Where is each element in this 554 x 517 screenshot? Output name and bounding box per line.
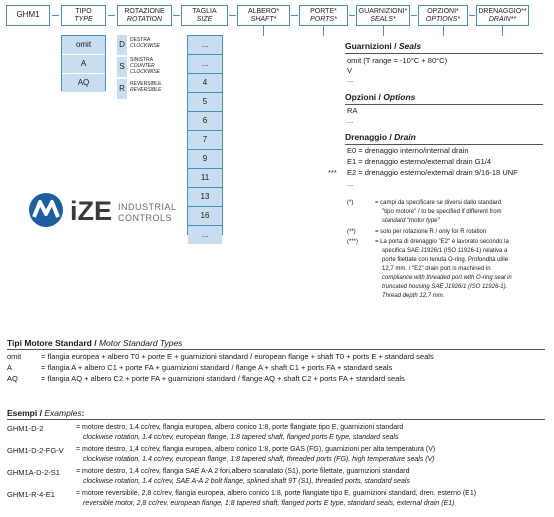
example-it: = motore destro, 1,4 cc/rev, flangia europea, albero conico 1:8, porte flangiate tipo E, guarnizioni standard	[76, 424, 404, 431]
seals-title: Guarnizioni / Seals	[345, 41, 422, 51]
std-row-desc: = flangia europea + albero T0 + porte E + guarnizioni standard / european flange + shaft T0 + ports E + standard seals	[41, 352, 434, 361]
seals-title-en: Seals	[398, 41, 422, 51]
seals-line-1: omit (T range = -10°C + 80°C)	[347, 56, 448, 65]
logo-mark-icon	[26, 190, 66, 230]
header-size	[181, 5, 228, 26]
logo-ize: iZE	[70, 196, 113, 226]
options-title: Opzioni / Options	[345, 92, 416, 102]
example-it: = motore reversibile, 2,8 cc/rev, flangia europea, albero conico 1:8, porte flangiate tipo E, guarnizioni standard, dren. esterno (E1)	[76, 490, 477, 497]
examples-title-en: Examples	[44, 408, 82, 418]
size-option[interactable]: 6	[188, 112, 222, 131]
drenaggio-label: DRENAGGIO**	[478, 8, 527, 15]
albero-label: ALBERO*	[247, 8, 280, 15]
std-row-code: AQ	[7, 374, 18, 383]
header-type	[61, 5, 106, 26]
dash-5	[291, 15, 298, 16]
note-3-line: truncated housing SAE J1926/1 (ISO 11926-1).	[382, 284, 508, 290]
type-label: TYPE	[74, 16, 93, 23]
size-option[interactable]: 5	[188, 93, 222, 112]
rotation-r-l1: REVERSIBLE	[130, 81, 162, 87]
size-option[interactable]: 16	[188, 207, 222, 226]
header-rotation	[117, 5, 172, 26]
ports-label: PORTS*	[310, 16, 337, 23]
dash-7	[411, 15, 417, 16]
rotation-label: ROTATION	[126, 16, 163, 23]
header-ports	[299, 5, 348, 26]
drain-title-en: Drain	[394, 132, 416, 142]
dash-4	[229, 15, 236, 16]
options-line-2: ...	[347, 116, 354, 125]
type-options	[61, 35, 106, 91]
example-en: clockwise rotation, 1.4 cc/rev, european flange, 1:8 tapered shaft, flanged ports E type, standard seals	[83, 434, 399, 441]
company-logo	[26, 190, 176, 232]
std-row-desc: = flangia AQ + albero C2 + porte FA + guarnizioni standard / flange AQ + shaft C2 + ports FA + standard seals	[41, 374, 405, 383]
drain-label: DRAIN**	[488, 16, 517, 23]
rotation-desc-d	[130, 37, 160, 49]
tipo-label: TIPO	[75, 8, 92, 15]
drain-title: Drenaggio / Drain	[345, 132, 416, 142]
rotation-s-l3: CLOCKWISE	[130, 69, 161, 75]
dash-1	[52, 15, 59, 16]
drain-line-3: E2 = drenaggio esterno/external drain 9/16-18 UNF	[347, 168, 518, 177]
drain-title-it: Drenaggio	[345, 132, 388, 142]
note-3-line: Thread depth 12,7 mm.	[382, 293, 445, 299]
note-1-line: "tipo motore" / to be specified if different from	[382, 209, 502, 215]
rotation-r-l2: REVERSIBLE	[130, 87, 162, 93]
examples-rule	[7, 419, 545, 420]
dash-2	[108, 15, 115, 16]
seals-rule	[345, 53, 543, 54]
standard-types-title-it: Tipi Motore Standard	[7, 338, 92, 348]
rotation-desc-r	[130, 81, 161, 93]
examples-title-it: Esempi	[7, 408, 38, 418]
standard-types-rule	[7, 349, 545, 350]
size-option[interactable]: 11	[188, 169, 222, 188]
example-it: = motore destro, 1,4 cc/rev, flangia europea, albero conico 1:8, porte GAS (FG), guarnizioni per alta temperatura (V)	[76, 446, 436, 453]
code-label: GHM1	[16, 10, 40, 19]
standard-types-title: Tipi Motore Standard / Motor Standard Types	[7, 338, 183, 348]
std-row-code: A	[7, 363, 13, 372]
logo-industrial: INDUSTRIAL	[118, 202, 177, 212]
rotation-key-r: R	[117, 79, 127, 99]
connector-drain	[502, 26, 503, 36]
note-2	[375, 228, 547, 237]
note-3-line: porte filettate con tenuta O-ring. Profondità utile	[382, 257, 509, 263]
size-option[interactable]: 7	[188, 131, 222, 150]
dash-6	[349, 15, 355, 16]
size-option[interactable]: ...	[188, 55, 222, 74]
note-1-line: = campi da specificare se diversi dallo standard	[375, 200, 502, 206]
size-list	[187, 35, 223, 239]
example-it: = motore destro, 1,4 cc/rev, flangia SAE A-A 2 fori,albero scanalato (S1), porte filettate, guarnizioni standard	[76, 468, 410, 475]
note-2-mark: (**)	[347, 229, 356, 235]
rotation-d-l1: DESTRA	[130, 37, 151, 43]
dash-3	[173, 15, 180, 16]
standard-types-title-en: Motor Standard Types	[98, 338, 183, 348]
size-option[interactable]: 4	[188, 74, 222, 93]
note-1-line: standard "motor type"	[382, 218, 440, 224]
taglia-label: TAGLIA	[192, 8, 217, 15]
header-shaft	[237, 5, 290, 26]
examples-title: Esempi / Examples:	[7, 408, 85, 418]
example-en: reversible motor, 2,8 cc/rev, european flange, 1:8 tapered shaft, flanged ports E type, standard seals, external drain (E1)	[83, 500, 455, 507]
note-2-line: = solo per rotazione R / only for R rotation	[375, 229, 487, 235]
rotation-key-d: D	[117, 35, 127, 55]
example-code: GHM1-D-2	[7, 424, 44, 433]
std-row-desc: = flangia A + albero C1 + porte FA + guarnizioni standard / flange A + shaft C1 + ports FA + standard seals	[41, 363, 393, 372]
example-en: clockwise rotation, 1.4 cc/rev, SAE A-A 2 bolt flange, splined shaft 9T (S1), threaded ports, standard seals	[83, 478, 410, 485]
drain-line-4: ...	[347, 179, 354, 188]
shaft-label: SHAFT*	[250, 16, 277, 23]
options-rule	[345, 104, 543, 105]
type-option-a[interactable]: A	[62, 55, 105, 74]
note-3-line: = La porta di drenaggio "E2" è lavorato secondo la	[375, 239, 509, 245]
rotazione-label: ROTAZIONE	[124, 8, 165, 15]
rotation-desc-s	[130, 57, 160, 75]
rotation-s-l1: SINISTRA	[130, 57, 154, 63]
seals-label: SEALS*	[370, 16, 396, 23]
note-3-line: compliance with threaded port with O-ring seal in	[382, 275, 512, 281]
example-code: GHM1-D-2-FG-V	[7, 446, 64, 455]
connector-shaft	[263, 26, 264, 36]
drain-line-3-mark: ***	[328, 168, 337, 177]
std-row-code: omit	[7, 352, 22, 361]
logo-controls: CONTROLS	[118, 213, 173, 223]
example-en: clockwise rotation, 1.4 cc/rev, european flange, 1:8 tapered shaft, threaded ports (FG), high temperature seals (V)	[83, 456, 435, 463]
size-option[interactable]: 9	[188, 150, 222, 169]
size-option[interactable]: ...	[188, 226, 222, 244]
options-title-en: Options	[383, 92, 416, 102]
connector-ports	[323, 26, 324, 36]
rotation-options	[117, 35, 175, 101]
note-1-mark: (*)	[347, 200, 354, 206]
header-drain	[476, 5, 529, 26]
seals-line-3: ...	[347, 75, 354, 84]
seals-title-it: Guarnizioni	[345, 41, 392, 51]
header-seals	[356, 5, 410, 26]
connector-seals	[383, 26, 384, 36]
dash-8	[469, 15, 475, 16]
rotation-d-l2: CLOCKWISE	[130, 43, 161, 49]
options-label: OPTIONS*	[425, 16, 461, 23]
options-title-it: Opzioni	[345, 92, 377, 102]
example-code: GHM1A-D-2-S1	[7, 468, 60, 477]
guarnizioni-label: GUARNIZIONI*	[358, 8, 408, 15]
header-options	[418, 5, 468, 26]
size-option[interactable]: 13	[188, 188, 222, 207]
drain-rule	[345, 144, 543, 145]
drain-line-2: E1 = drenaggio esterno/external drain G1/4	[347, 157, 492, 166]
size-option[interactable]: ...	[188, 36, 222, 55]
porte-label: PORTE*	[310, 8, 337, 15]
note-3-mark: (***)	[347, 239, 359, 245]
drain-line-1: E0 = drenaggio interno/internal drain	[347, 146, 469, 155]
connector-options	[443, 26, 444, 36]
type-option-omit[interactable]: omit	[62, 36, 105, 55]
options-line-1: RA	[347, 106, 358, 115]
note-1	[375, 199, 547, 226]
rotation-s-l2: COUNTER	[130, 63, 155, 69]
opzioni-label: OPZIONI*	[427, 8, 459, 15]
seals-line-2: V	[347, 66, 353, 75]
note-3-line: specifica SAE J1926/1 (ISO 11926-1) relativa a	[382, 248, 508, 254]
type-option-aq[interactable]: AQ	[62, 74, 105, 93]
example-code: GHM1-R-4-E1	[7, 490, 55, 499]
note-3-line: 12,7 mm. / "E2" drain port is machined in	[382, 266, 491, 272]
header-code	[6, 5, 50, 26]
size-label: SIZE	[196, 16, 213, 23]
rotation-key-s: S	[117, 57, 127, 77]
note-3	[375, 238, 547, 301]
